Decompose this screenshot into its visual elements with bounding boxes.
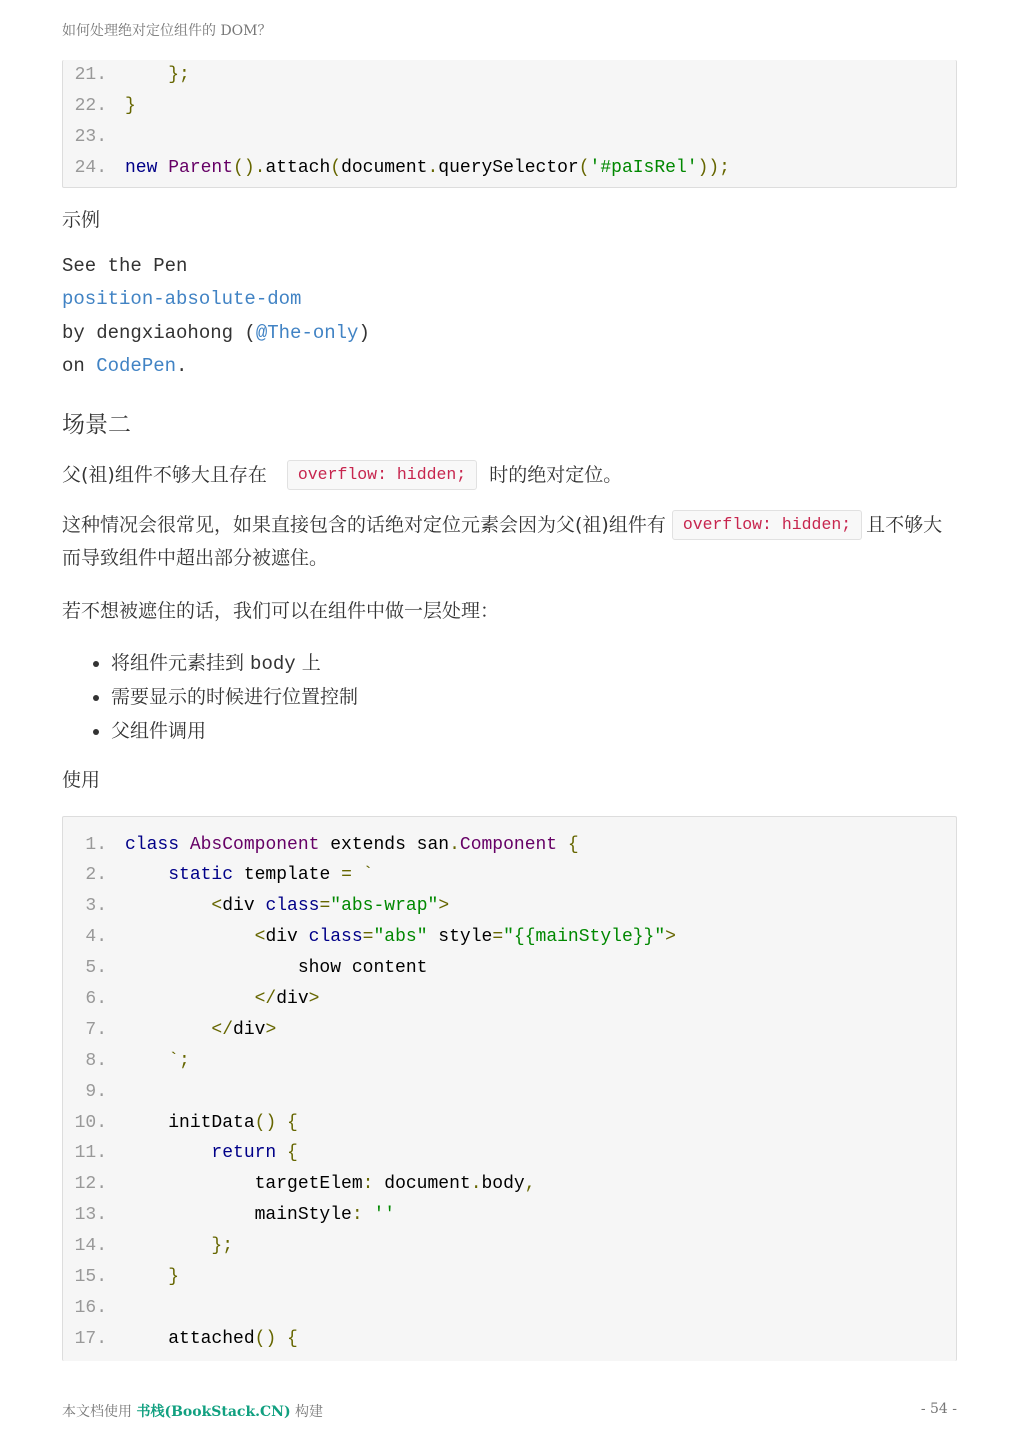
scene2-solution-intro: 若不想被遮住的话，我们可以在组件中做一层处理： (62, 599, 500, 622)
code-text: class AbsComponent extends san.Component { (125, 834, 579, 855)
scene2-paragraph-before: 这种情况会很常见，如果直接包含的话绝对定位元素会因为父(祖)组件有 (62, 513, 666, 536)
line-number: 14. (74, 1236, 107, 1257)
inline-code-overflow-hidden: overflow: hidden; (287, 460, 477, 490)
line-number: 2. (85, 865, 107, 886)
example-label: 示例 (62, 208, 101, 231)
code-line (63, 1138, 956, 1169)
footer-prefix: 本文档使用 (62, 1404, 137, 1420)
code-line (63, 1323, 956, 1354)
code-line (63, 1231, 956, 1262)
code-text: initData() { (168, 1112, 298, 1133)
pen-intro: See the Pen (62, 254, 188, 277)
line-number: 22. (74, 96, 107, 117)
code-text: <div class="abs" style="{{mainStyle}}"> (254, 927, 676, 948)
pen-on-prefix: on (62, 355, 97, 378)
code-line (63, 153, 956, 184)
line-number: 15. (74, 1266, 107, 1287)
code-line (63, 1045, 956, 1076)
inline-code-overflow-hidden-2: overflow: hidden; (672, 510, 862, 540)
pen-by-suffix: ) (358, 321, 370, 344)
line-number: 12. (74, 1174, 107, 1195)
line-number: 10. (74, 1112, 107, 1133)
code-line (63, 984, 956, 1015)
code-text: `; (168, 1050, 190, 1071)
code-text: targetElem: document.body, (254, 1174, 536, 1195)
pen-on-suffix: . (176, 355, 188, 378)
code-line (63, 860, 956, 891)
scene2-paragraph-after: 且不够大而导致组件中超出部分被遮住。 (62, 513, 943, 569)
code-line (63, 122, 956, 153)
code-text: static template = ` (168, 865, 374, 886)
code-line (63, 1169, 956, 1200)
pen-by-prefix: by dengxiaohong ( (62, 321, 256, 344)
line-number: 24. (74, 158, 107, 179)
list-item: • 将组件元素挂到 body 上 (111, 647, 957, 682)
code-line (63, 1292, 956, 1323)
code-text: } (125, 96, 136, 117)
line-number: 4. (85, 927, 107, 948)
line-number: 6. (85, 988, 107, 1009)
code-text: <div class="abs-wrap"> (211, 896, 450, 917)
line-number: 5. (85, 958, 107, 979)
code-line (63, 829, 956, 860)
line-number: 7. (85, 1019, 107, 1040)
code-block-usage (62, 816, 957, 1361)
code-line (63, 91, 956, 122)
page-content (62, 60, 957, 1361)
code-line (63, 891, 956, 922)
line-number: 13. (74, 1205, 107, 1226)
line-number: 23. (74, 127, 107, 148)
codepen-link[interactable]: CodePen (96, 355, 177, 378)
codepen-embed-text (62, 250, 957, 384)
code-text: show content (297, 958, 428, 979)
code-line (63, 1014, 956, 1045)
line-number: 11. (74, 1143, 107, 1164)
scene2-intro (62, 459, 957, 491)
code-text: }; (211, 1236, 234, 1257)
page-header-title: 如何处理绝对定位组件的 DOM？ (62, 23, 272, 39)
code-line (63, 60, 956, 91)
code-text: return { (211, 1143, 298, 1164)
code-text: mainStyle: '' (254, 1205, 396, 1226)
code-line (63, 1262, 956, 1293)
pen-link[interactable]: position-absolute-dom (62, 288, 302, 311)
line-number: 8. (85, 1050, 107, 1071)
code-text: }; (168, 65, 190, 86)
list-item: • 父组件调用 (111, 715, 957, 749)
code-line (63, 953, 956, 984)
code-text: } (168, 1266, 180, 1287)
line-number: 3. (85, 896, 107, 917)
line-number: 1. (85, 834, 107, 855)
solution-steps-list (62, 647, 957, 749)
scene2-intro-after: 时的绝对定位。 (489, 463, 623, 486)
code-text: </div> (254, 988, 320, 1009)
page-footer (62, 1401, 323, 1421)
code-line (63, 1200, 956, 1231)
author-link[interactable]: @The-only (255, 321, 359, 344)
code-block-top (62, 60, 957, 188)
code-line (63, 922, 956, 953)
usage-label: 使用 (62, 769, 101, 792)
line-number: 21. (74, 65, 107, 86)
code-line (63, 1107, 956, 1138)
line-number: 9. (85, 1081, 107, 1102)
code-text: attached() { (168, 1328, 298, 1349)
list-item: • 需要显示的时候进行位置控制 (111, 681, 957, 715)
footer-suffix: 构建 (290, 1404, 324, 1420)
section-heading-scene-two: 场景二 (62, 411, 131, 438)
code-line (63, 1076, 956, 1107)
footer-brand-link[interactable]: 书栈(BookStack.CN) (136, 1404, 291, 1420)
scene2-paragraph (62, 509, 957, 575)
line-number: 17. (74, 1328, 107, 1349)
scene2-intro-before: 父(祖)组件不够大且存在 (62, 463, 267, 486)
code-text: </div> (211, 1019, 277, 1040)
line-number: 16. (74, 1297, 107, 1318)
page-number: - 54 - (920, 1401, 957, 1417)
code-text: new Parent().attach(document.querySelector('#paIsRel')); (125, 158, 730, 179)
